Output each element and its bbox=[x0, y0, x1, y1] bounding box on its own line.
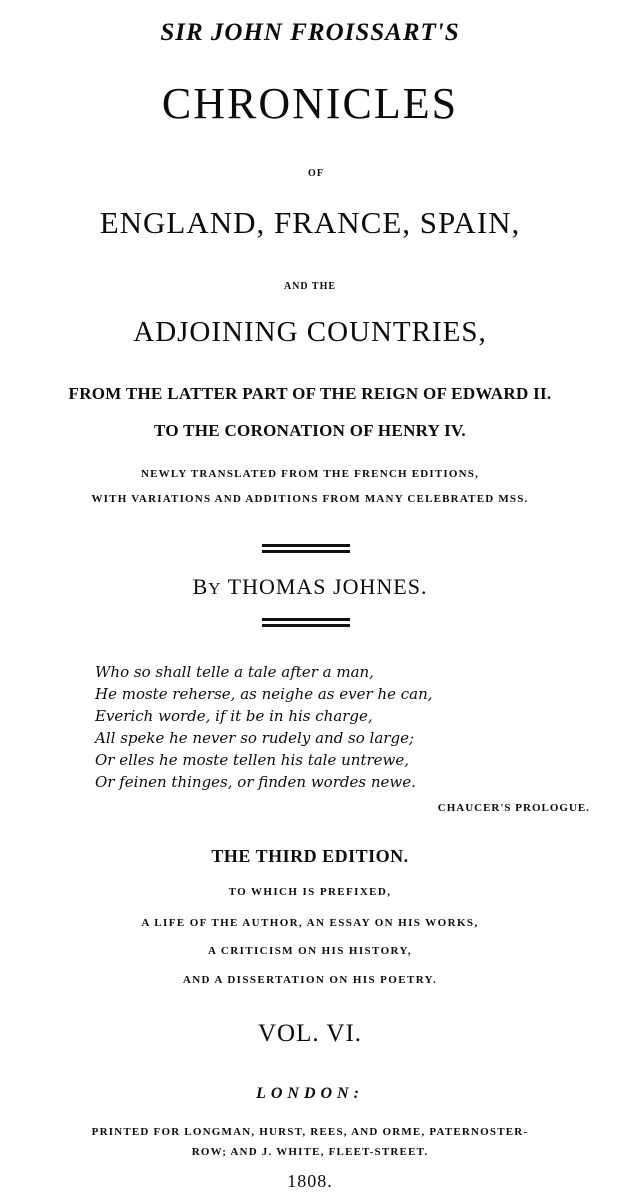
verse-line: Who so shall telle a tale after a man, bbox=[95, 663, 374, 681]
epigraph-verse bbox=[95, 661, 515, 793]
countries-line-1: ENGLAND, FRANCE, SPAIN, bbox=[99, 205, 521, 240]
period-line-2: TO THE CORONATION OF HENRY IV. bbox=[154, 421, 466, 440]
verse-line: Or feinen thinges, or finden wordes newe. bbox=[95, 773, 416, 791]
double-rule-bottom bbox=[262, 618, 350, 630]
countries-line-2: ADJOINING COUNTRIES, bbox=[133, 316, 487, 348]
edition-label: THE THIRD EDITION. bbox=[211, 846, 409, 866]
imprint-printer-1: PRINTED FOR LONGMAN, HURST, REES, AND ORME, PATERNOSTER- bbox=[91, 1126, 529, 1138]
prefix-line-3: A CRITICISM ON HIS HISTORY, bbox=[208, 945, 412, 957]
rule-line bbox=[262, 550, 350, 553]
translator-name: THOMAS JOHNES. bbox=[227, 574, 428, 599]
prefix-line-4: AND A DISSERTATION ON HIS POETRY. bbox=[182, 974, 438, 986]
prefix-line-1: TO WHICH IS PREFIXED, bbox=[228, 886, 392, 898]
verse-line: Everich worde, if it be in his charge, bbox=[95, 707, 373, 725]
prefix-line-2: A LIFE OF THE AUTHOR, AN ESSAY ON HIS WORKS, bbox=[141, 917, 479, 929]
rule-line bbox=[262, 544, 350, 547]
double-rule-top bbox=[262, 544, 350, 556]
period-line-1: FROM THE LATTER PART OF THE REIGN OF EDWARD II. bbox=[68, 384, 552, 403]
of-word: OF bbox=[308, 168, 324, 179]
by-rest: Y bbox=[208, 579, 222, 598]
verse-line: All speke he never so rudely and so large; bbox=[95, 729, 414, 747]
imprint-printer-2: ROW; AND J. WHITE, FLEET-STREET. bbox=[191, 1146, 429, 1158]
imprint-city: LONDON: bbox=[256, 1085, 364, 1102]
main-title: CHRONICLES bbox=[161, 79, 459, 128]
by-initial: B bbox=[192, 574, 209, 599]
rule-line bbox=[262, 624, 350, 627]
volume-number: VOL. VI. bbox=[257, 1020, 363, 1047]
rule-line bbox=[262, 618, 350, 621]
epigraph-attribution: CHAUCER'S PROLOGUE. bbox=[437, 802, 590, 814]
imprint-year: 1808. bbox=[287, 1171, 333, 1191]
verse-line: Or elles he moste tellen his tale untrewe, bbox=[95, 751, 410, 769]
and-the-word: AND THE bbox=[283, 281, 337, 292]
translator-line bbox=[0, 576, 620, 598]
author-title: SIR JOHN FROISSART'S bbox=[160, 19, 460, 46]
translation-note-1: NEWLY TRANSLATED FROM THE FRENCH EDITIONS, bbox=[140, 468, 480, 480]
translation-note-2: WITH VARIATIONS AND ADDITIONS FROM MANY CELEBRATED MSS. bbox=[91, 493, 529, 505]
verse-line: He moste reherse, as neighe as ever he can, bbox=[95, 685, 433, 703]
